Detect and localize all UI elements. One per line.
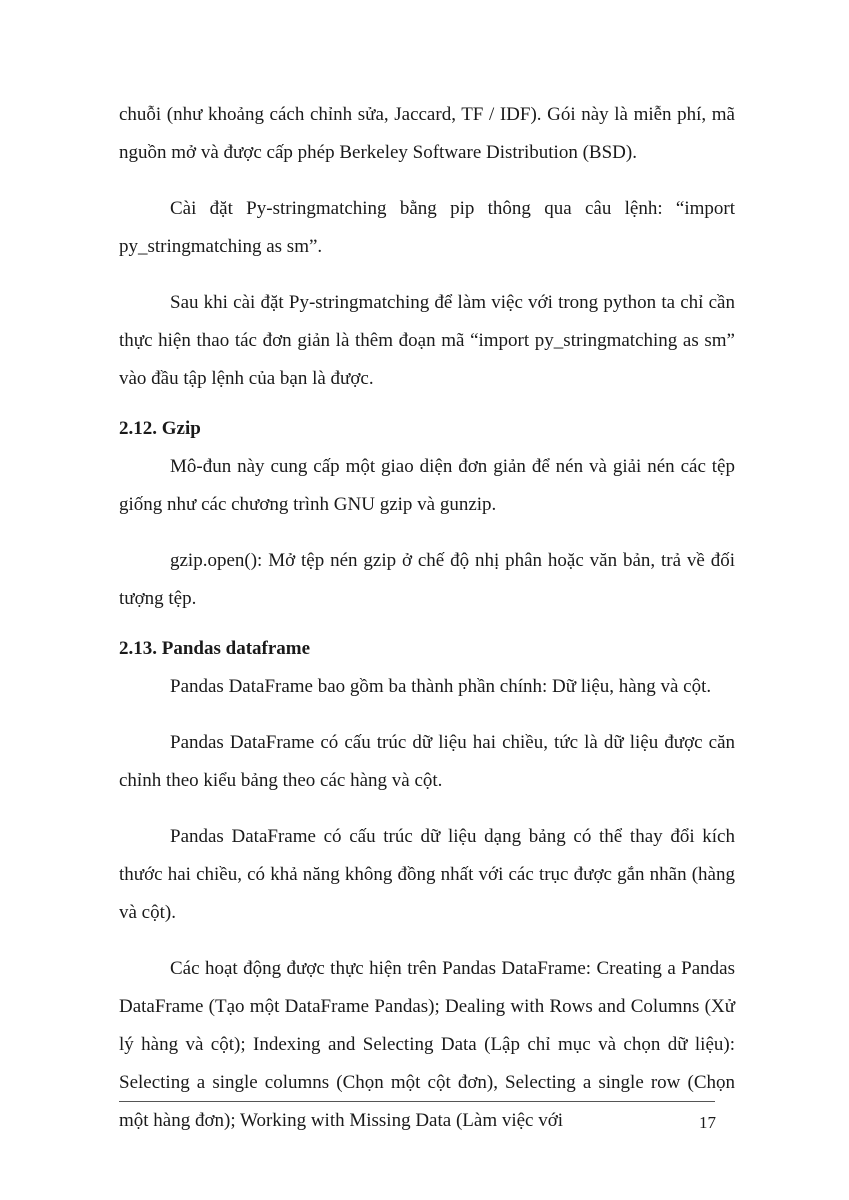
section-heading-gzip: 2.12. Gzip (119, 418, 201, 439)
paragraph-usage: Sau khi cài đặt Py-stringmatching để làm việc với trong python ta chỉ cần thực hiện thao tác đơn giản là thêm đoạn mã “import py_stringmatching as sm” vào đầu tập lệnh của bạn là được. (119, 292, 735, 389)
paragraph-install: Cài đặt Py-stringmatching bằng pip thông qua câu lệnh: “import py_stringmatching as sm”. (119, 198, 735, 257)
paragraph-gzip-intro: Mô-đun này cung cấp một giao diện đơn giản để nén và giải nén các tệp giống như các chương trình GNU gzip và gunzip. (119, 456, 735, 515)
section-heading-pandas: 2.13. Pandas dataframe (119, 638, 311, 659)
paragraph-pandas-components: Pandas DataFrame bao gồm ba thành phần chính: Dữ liệu, hàng và cột. (170, 676, 712, 697)
footer-divider (119, 1101, 715, 1102)
paragraph-pandas-2d: Pandas DataFrame có cấu trúc dữ liệu hai chiều, tức là dữ liệu được căn chỉnh theo kiểu bảng theo các hàng và cột. (119, 732, 735, 791)
page-number: 17 (699, 1113, 716, 1132)
paragraph-pandas-tabular: Pandas DataFrame có cấu trúc dữ liệu dạng bảng có thể thay đổi kích thước hai chiều, có khả năng không đồng nhất với các trục được gắn nhãn (hàng và cột). (119, 826, 735, 923)
page-content (119, 96, 735, 1140)
paragraph-gzip-open: gzip.open(): Mở tệp nén gzip ở chế độ nhị phân hoặc văn bản, trả về đối tượng tệp. (119, 550, 735, 609)
paragraph-pandas-operations: Các hoạt động được thực hiện trên Pandas DataFrame: Creating a Pandas DataFrame (Tạo một DataFrame Pandas); Dealing with Rows and Columns (Xử lý hàng và cột); Indexing and Selecting Data (Lập chỉ mục và chọn dữ liệu): Selecting a single columns (Chọn một cột đơn), Selecting a single row (Chọn một hàng đơn); Working with Missing Data (Làm việc với (119, 958, 735, 1131)
paragraph-continuation: chuỗi (như khoảng cách chỉnh sửa, Jaccard, TF / IDF). Gói này là miễn phí, mã nguồn mở và được cấp phép Berkeley Software Distribution (BSD). (119, 104, 735, 163)
